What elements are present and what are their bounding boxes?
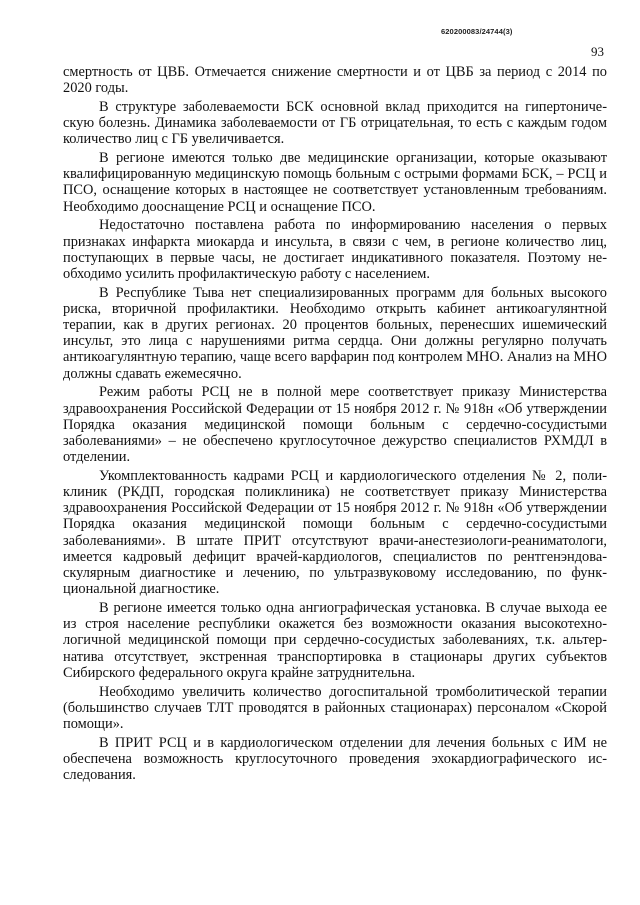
- paragraph: В Республике Тыва нет специализированных программ для больных высокого риска, вторичной профилактики. Необходимо открыть кабинет антикоагулянтной терапии, как в других регионах. 20 процентов больных, перенесших ишемический инсульт, это лица с нарушениями ритма сердца. Они должны регулярно получать антикоагулянтную терапию, чаще всего варфарин под контролем МНО. Анализ на МНО должны сдавать ежемесячно.: [63, 284, 607, 382]
- document-id: 620200083/24744(3): [441, 27, 513, 36]
- paragraph: Укомплектованность кадрами РСЦ и кардиологического отделения № 2, поликлиник (РКДП, городская поликлиника) не соответствует приказу Министерства здравоохранения Российской Федерации от 15 ноября 2012 г. № 918н «Об утверждении Порядка оказания медицинской помощи больным с сердечно-сосудистыми заболеваниями». В штате ПРИТ отсутствуют врачи-анестезиологи-реаниматологи, имеется кадровый дефицит врачей-кардиологов, специалистов по рентгенэндоваскулярным диагностике и лечению, по ультразвуковому исследованию, по функциональной диагностике.: [63, 467, 607, 598]
- paragraph: Недостаточно поставлена работа по информированию населения о первых признаках инфаркта миокарда и инсульта, в связи с чем, в регионе количество лиц, поступающих в первые часы, не достигает индикативного показателя. Поэтому необходимо усилить профилактическую работу с населением.: [63, 217, 607, 282]
- paragraph-continued: смертность от ЦВБ. Отмечается снижение смертности и от ЦВБ за период с 2014 по 2020 годы.: [63, 64, 607, 97]
- paragraph: В регионе имеются только две медицинские организации, которые оказывают квалифицированную медицинскую помощь больным с острыми формами БСК, – РСЦ и ПСО, оснащение которых в настоящее не соответствует установленным требованиям. Необходимо дооснащение РСЦ и оснащение ПСО.: [63, 150, 607, 215]
- paragraph: Режим работы РСЦ не в полной мере соответствует приказу Министерства здравоохранения Российской Федерации от 15 ноября 2012 г. № 918н «Об утверждении Порядка оказания медицинской помощи больным с сердечно-сосудистыми заболеваниями» – не обеспечено круглосуточное дежурство специалистов РХМДЛ в отделении.: [63, 384, 607, 466]
- page-number: 93: [591, 44, 604, 59]
- body-text: [63, 64, 607, 786]
- paragraph: Необходимо увеличить количество догоспитальной тромболитической терапии (большинство случаев ТЛТ проводятся в районных стационарах) персоналом «Скорой помощи».: [63, 683, 607, 732]
- paragraph: В ПРИТ РСЦ и в кардиологическом отделении для лечения больных с ИМ не обеспечена возможность круглосуточного проведения эхокардиографического исследования.: [63, 734, 607, 784]
- paragraph: В регионе имеется только одна ангиографическая установка. В случае выхода ее из строя население республики окажется без возможности оказания высокотехнологичной медицинской помощи при сердечно-сосудистых заболеваниях, т.к. альтернатива отсутствует, экстренная транспортировка в стационары других субъектов Сибирского федерального округа крайне затруднительна.: [63, 600, 607, 681]
- paragraph: В структуре заболеваемости БСК основной вклад приходится на гипертоническую болезнь. Динамика заболеваемости от ГБ отрицательная, то есть с каждым годом количество лиц с ГБ увеличивается.: [63, 98, 607, 148]
